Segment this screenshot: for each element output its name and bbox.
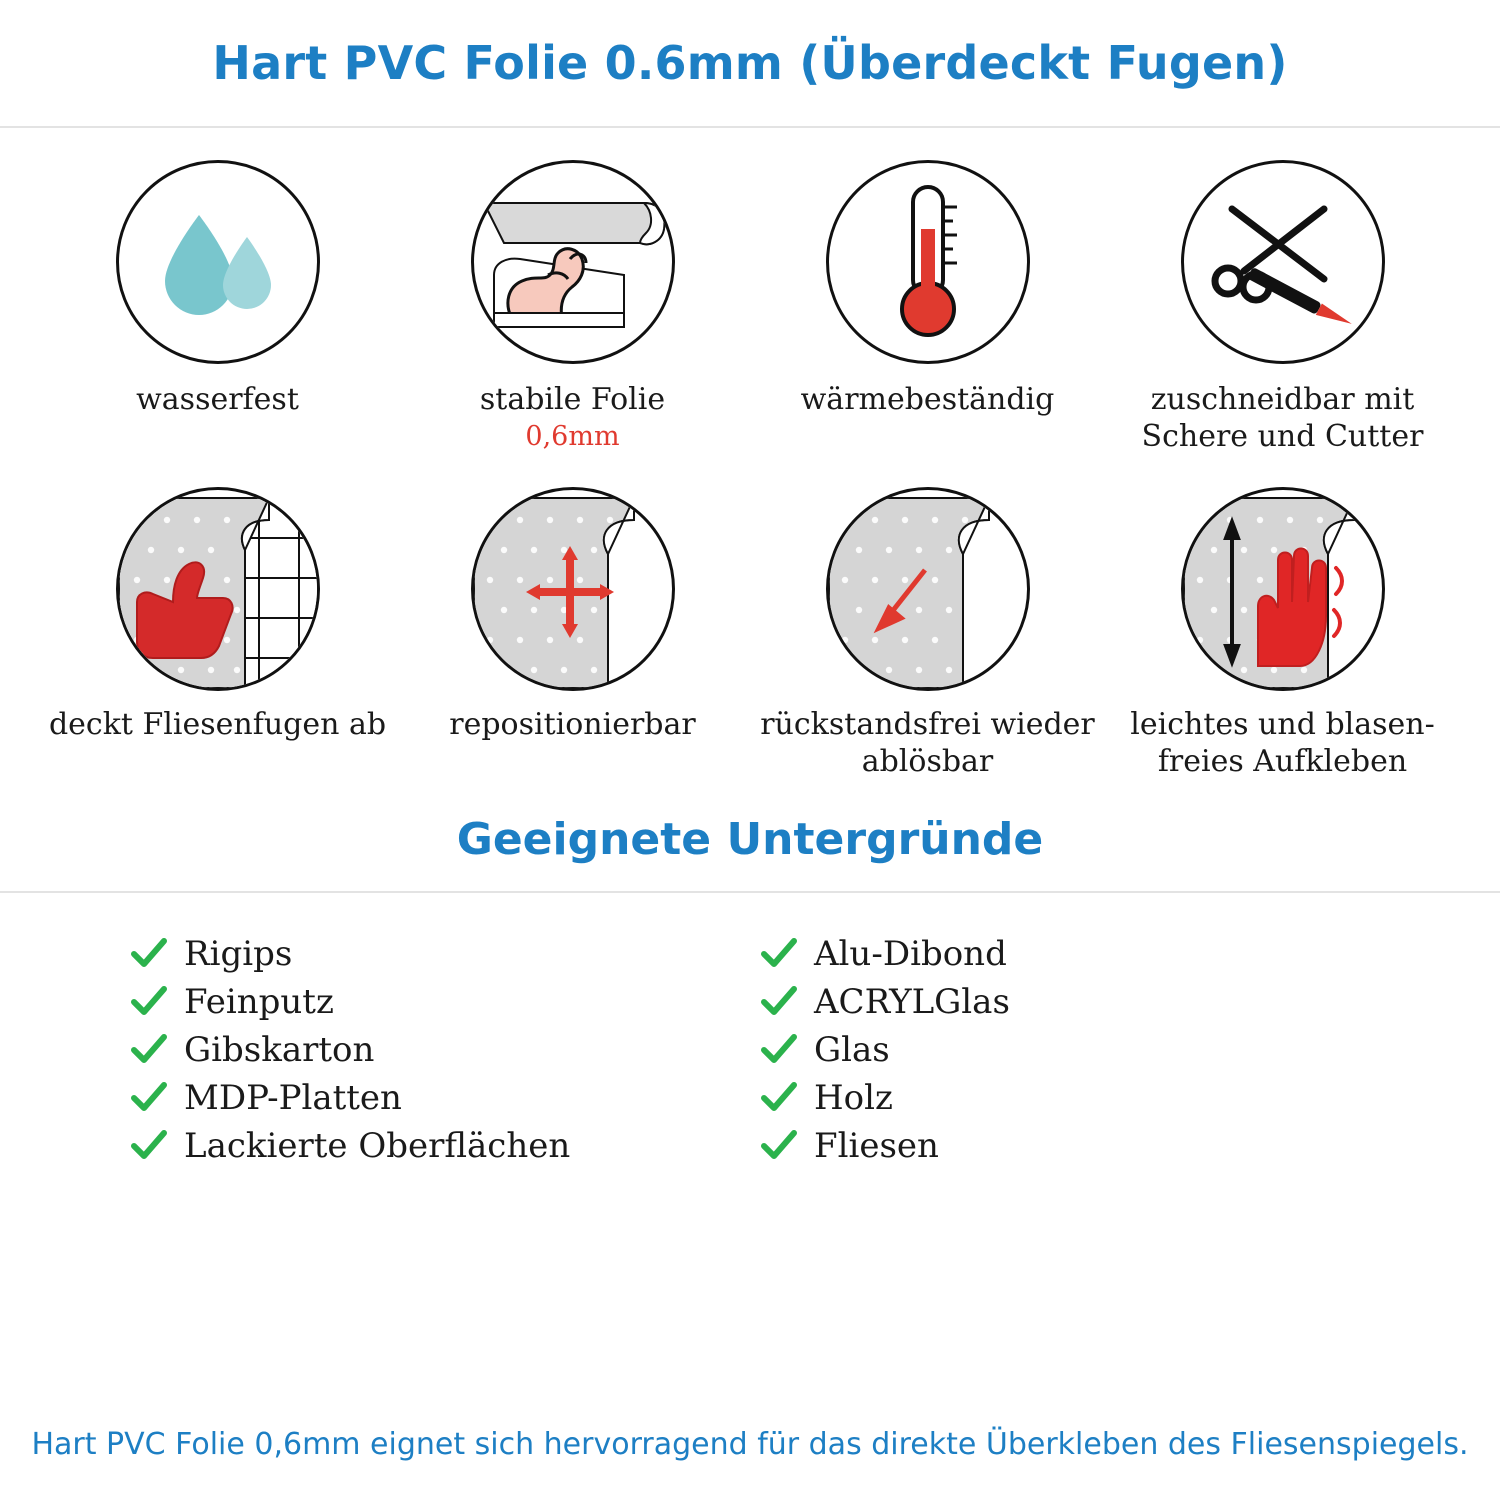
peel-arrow-icon (826, 487, 1030, 691)
list-item-label: MDP-Platten (184, 1077, 402, 1118)
page-title: Hart PVC Folie 0.6mm (Überdeckt Fugen) (212, 36, 1288, 90)
list-item-label: Holz (814, 1077, 893, 1118)
hand-smoothing-icon (1181, 487, 1385, 691)
substrate-list-left (130, 935, 740, 1175)
feature-label: rückstandsfrei wieder ablösbar (760, 707, 1095, 779)
feature-blasenfreies-aufkleben (1105, 477, 1460, 780)
feature-deckt-fliesenfugen (40, 477, 395, 780)
feature-label: stabile Folie (479, 382, 666, 417)
thumbs-up-tiles-icon (116, 487, 320, 691)
list-item (760, 1031, 1370, 1069)
check-icon (760, 1079, 798, 1117)
list-item-label: Gibskarton (184, 1029, 375, 1070)
list-item (760, 983, 1370, 1021)
feature-stabile-folie (395, 150, 750, 455)
scissors-cutter-icon (1181, 160, 1385, 364)
check-icon (130, 935, 168, 973)
subheading: Geeignete Untergründe (456, 814, 1044, 866)
list-item (130, 983, 740, 1021)
list-item-label: Alu-Dibond (814, 933, 1007, 974)
substrate-lists (0, 893, 1500, 1175)
substrate-list-right (760, 935, 1370, 1175)
check-icon (760, 1127, 798, 1165)
list-item-label: Glas (814, 1029, 890, 1070)
check-icon (130, 1031, 168, 1069)
list-item-label: Feinputz (184, 981, 334, 1022)
feature-label: deckt Fliesenfugen ab (48, 707, 387, 743)
list-item (760, 1079, 1370, 1117)
thermometer-icon (826, 160, 1030, 364)
feature-zuschneidbar (1105, 150, 1460, 455)
check-icon (130, 983, 168, 1021)
four-arrows-icon (471, 487, 675, 691)
check-icon (760, 983, 798, 1021)
feature-sublabel: 0,6mm (525, 420, 620, 452)
feature-repositionierbar (395, 477, 750, 780)
check-icon (760, 935, 798, 973)
water-drops-icon (116, 160, 320, 364)
feature-label: repositionierbar (449, 707, 696, 743)
list-item-label: Rigips (184, 933, 293, 974)
feature-label: wasserfest (136, 382, 299, 417)
feature-label: leichtes und blasen-freies Aufkleben (1130, 707, 1435, 779)
list-item-label: Lackierte Oberflächen (184, 1125, 571, 1166)
feature-grid-row-1 (0, 128, 1500, 455)
feature-label: zuschneidbar mit Schere und Cutter (1141, 382, 1424, 454)
list-item (130, 1079, 740, 1117)
flexed-arm-foil-icon (471, 160, 675, 364)
feature-label: wärmebeständig (800, 382, 1055, 417)
feature-rueckstandsfrei (750, 477, 1105, 780)
footer-note: Hart PVC Folie 0,6mm eignet sich hervorragend für das direkte Überkleben des Fliesenspiegels. (31, 1427, 1469, 1462)
feature-grid-row-2 (0, 455, 1500, 780)
list-item (130, 1031, 740, 1069)
list-item (130, 1127, 740, 1165)
check-icon (130, 1127, 168, 1165)
list-item (760, 935, 1370, 973)
list-item (760, 1127, 1370, 1165)
header (0, 0, 1500, 128)
feature-waermebestaendig (750, 150, 1105, 455)
list-item-label: Fliesen (814, 1125, 939, 1166)
check-icon (130, 1079, 168, 1117)
list-item (130, 935, 740, 973)
feature-wasserfest (40, 150, 395, 455)
substrates-section-header (0, 814, 1500, 893)
list-item-label: ACRYLGlas (814, 981, 1010, 1022)
check-icon (760, 1031, 798, 1069)
